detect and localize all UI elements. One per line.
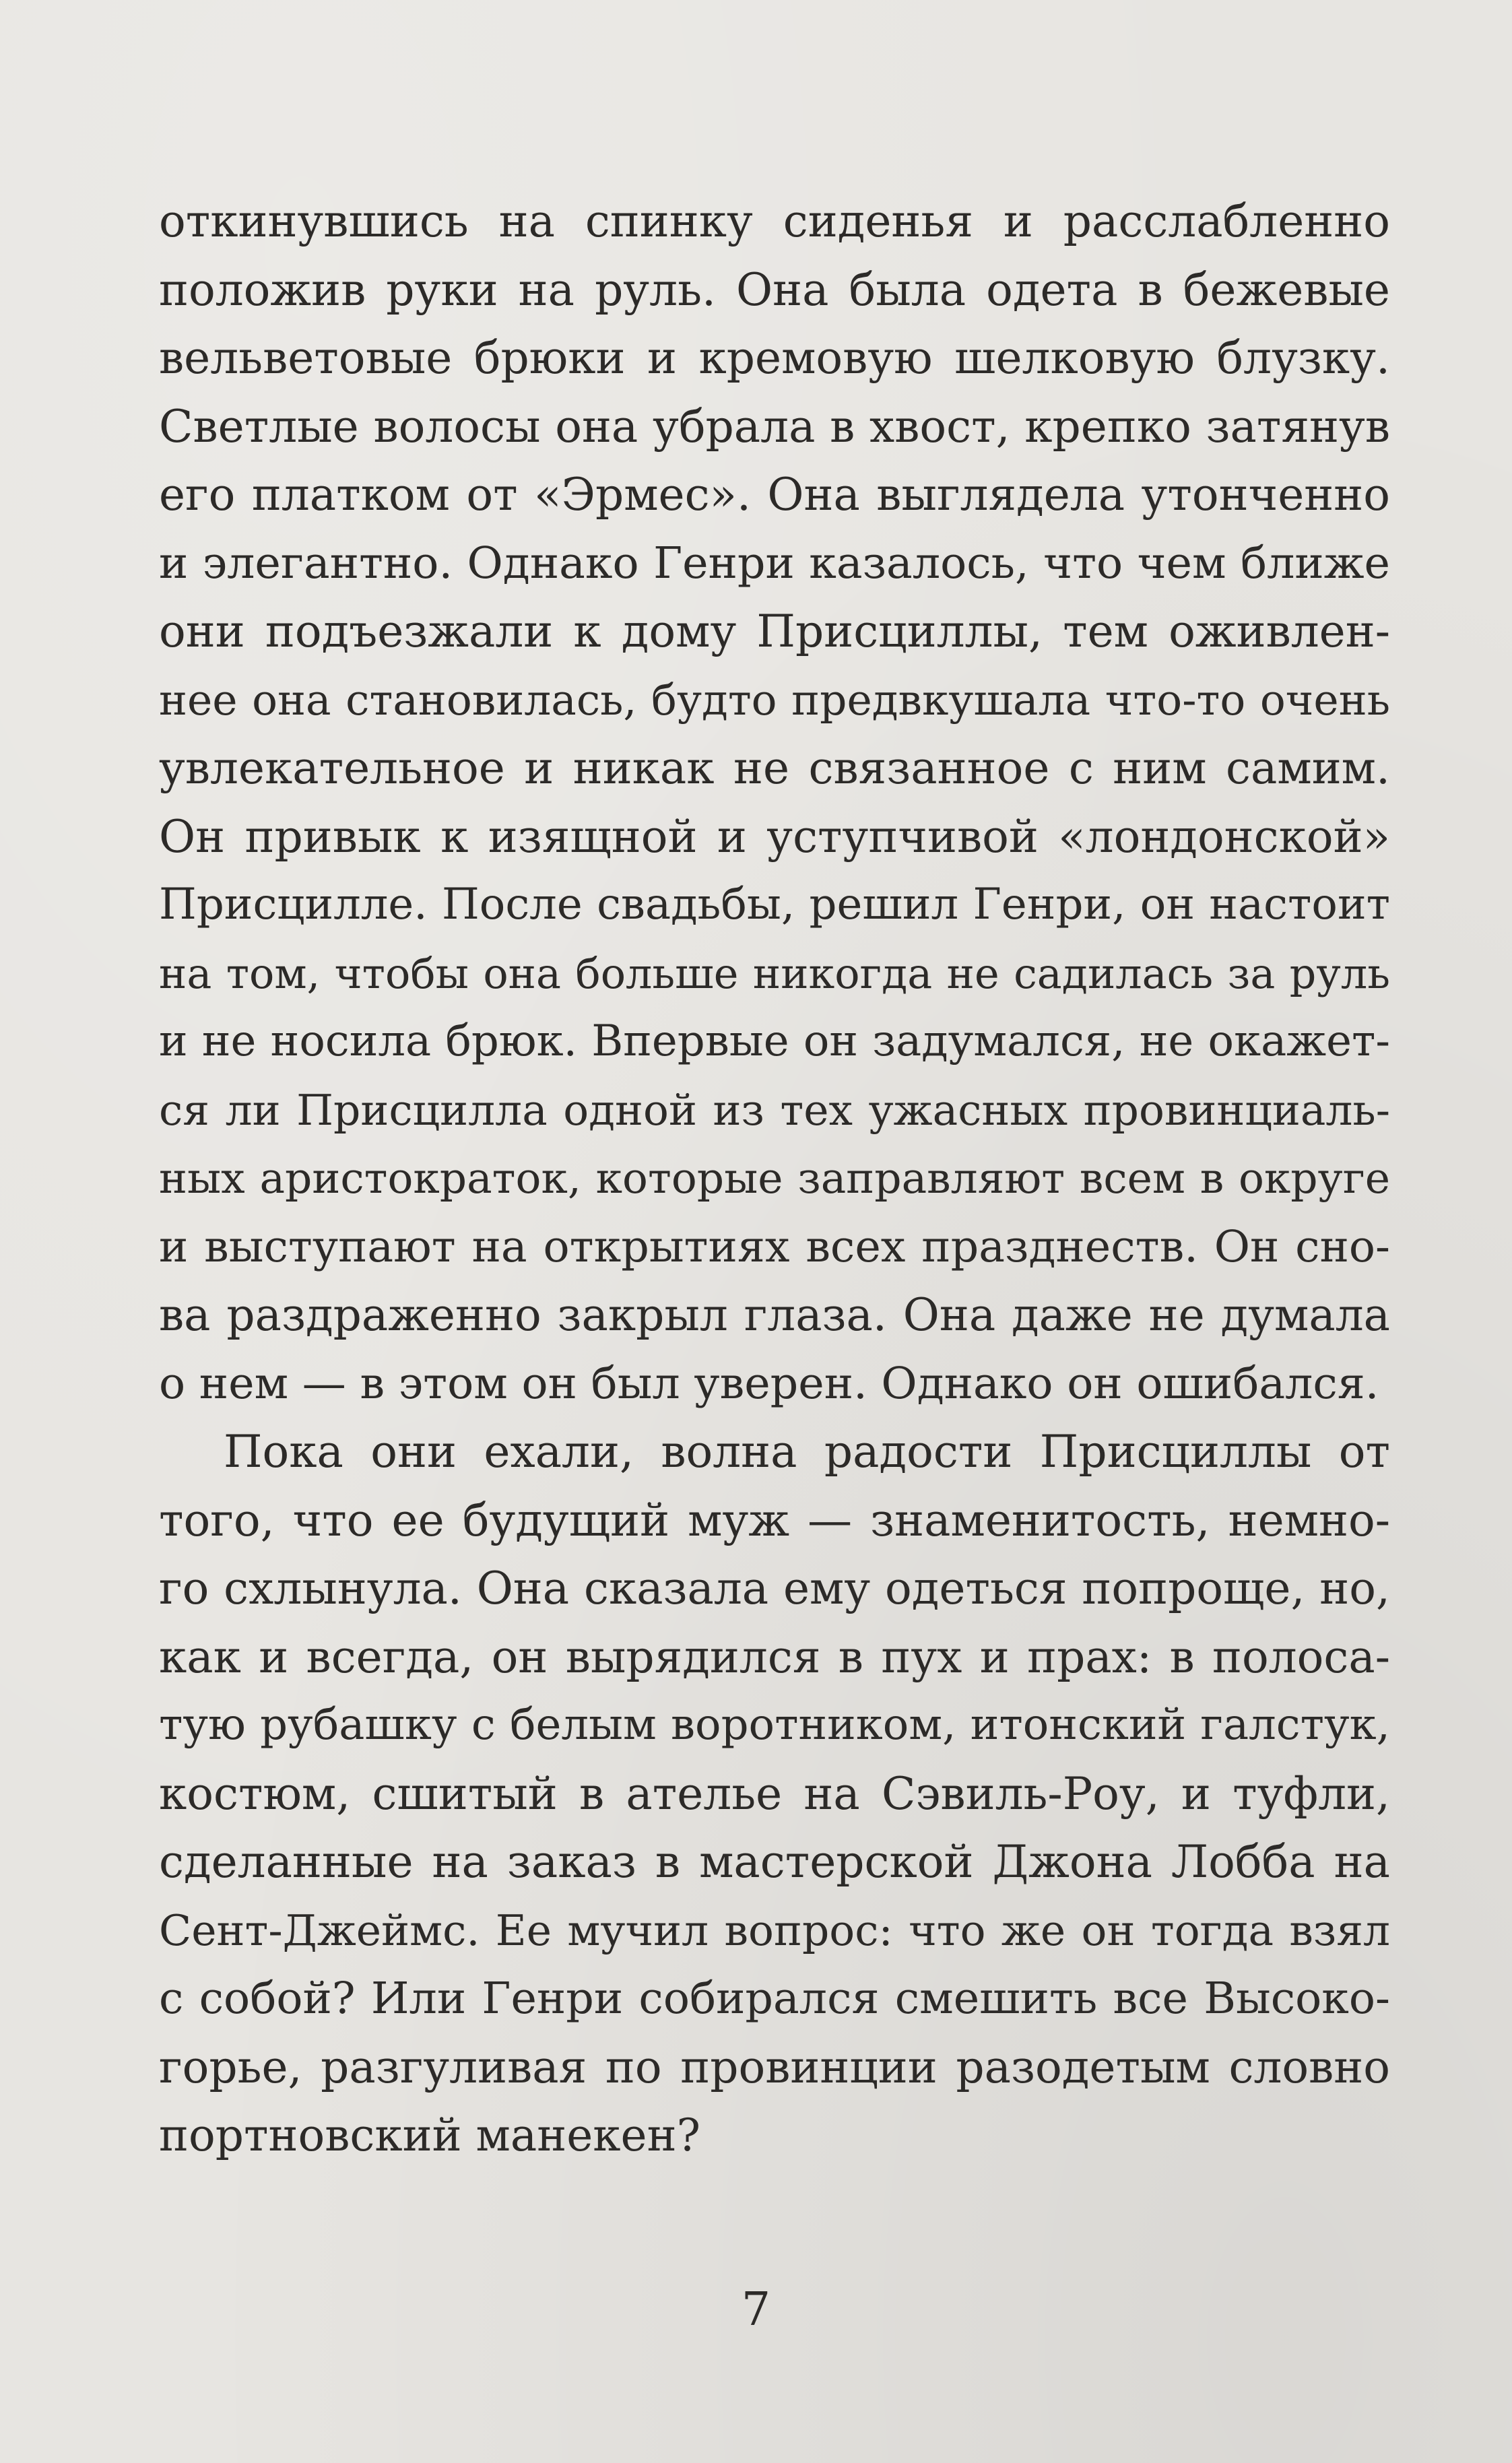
text-line: костюм, сшитый в ателье на Сэвиль-Роу, и туфли, bbox=[159, 1767, 1390, 1820]
text-line: Сент-Джеймс. Ее мучил вопрос: что же он тогда взял bbox=[159, 1905, 1390, 1955]
text-line: и выступают на открытиях всех празднеств. Он сно- bbox=[159, 1221, 1390, 1272]
text-line: как и всегда, он вырядился в пух и прах: в полоса- bbox=[159, 1631, 1390, 1683]
text-line: на том, чтобы она больше никогда не садилась за руль bbox=[159, 948, 1390, 998]
body-text bbox=[159, 187, 1390, 2170]
text-line: откинувшись на спинку сиденья и расслабленно bbox=[159, 195, 1390, 247]
text-line: и не носила брюк. Впервые он задумался, не окажет- bbox=[159, 1016, 1390, 1066]
text-line: портновский манекен? bbox=[159, 2109, 700, 2161]
page-number: 7 bbox=[741, 2283, 771, 2336]
paragraph-2 bbox=[159, 1418, 1390, 2170]
text-line: того, что ее будущий муж — знаменитость, немно- bbox=[159, 1494, 1390, 1546]
text-line: го схлынула. Она сказала ему одеться попроще, но, bbox=[159, 1563, 1390, 1614]
paragraph-1 bbox=[159, 187, 1390, 1418]
text-line: Присцилле. После свадьбы, решил Генри, он настоит bbox=[159, 880, 1390, 929]
text-line: Пока они ехали, волна радости Присциллы от bbox=[224, 1426, 1390, 1478]
text-line: увлекательное и никак не связанное с ним самим. bbox=[159, 742, 1390, 794]
text-line: Он привык к изящной и уступчивой «лондонской» bbox=[159, 810, 1390, 863]
text-line: о нем — в этом он был уверен. Однако он ошибался. bbox=[159, 1358, 1379, 1409]
text-line: ных аристократок, которые заправляют всем в округе bbox=[159, 1154, 1390, 1203]
text-line: нее она становилась, будто предвкушала что-то очень bbox=[159, 675, 1390, 725]
text-line: сделанные на заказ в мастерской Джона Лобба на bbox=[159, 1836, 1390, 1888]
text-line: ся ли Присцилла одной из тех ужасных провинциаль- bbox=[159, 1085, 1390, 1135]
text-line: вельветовые брюки и кремовую шелковую блузку. bbox=[159, 332, 1390, 384]
text-line: горье, разгуливая по провинции разодетым словно bbox=[159, 2041, 1390, 2093]
text-line: ва раздраженно закрыл глаза. Она даже не думала bbox=[159, 1289, 1390, 1341]
text-line: его платком от «Эрмес». Она выглядела утонченно bbox=[159, 469, 1390, 521]
text-line: они подъезжали к дому Присциллы, тем оживлен- bbox=[159, 605, 1390, 657]
text-line: и элегантно. Однако Генри казалось, что чем ближе bbox=[159, 537, 1390, 589]
text-line: положив руки на руль. Она была одета в бежевые bbox=[159, 263, 1390, 316]
text-line: тую рубашку с белым воротником, итонский галстук, bbox=[159, 1700, 1390, 1750]
text-line: Светлые волосы она убрала в хвост, крепко затянув bbox=[159, 400, 1390, 453]
text-line: с собой? Или Генри собирался смешить все Высоко- bbox=[159, 1973, 1390, 2024]
